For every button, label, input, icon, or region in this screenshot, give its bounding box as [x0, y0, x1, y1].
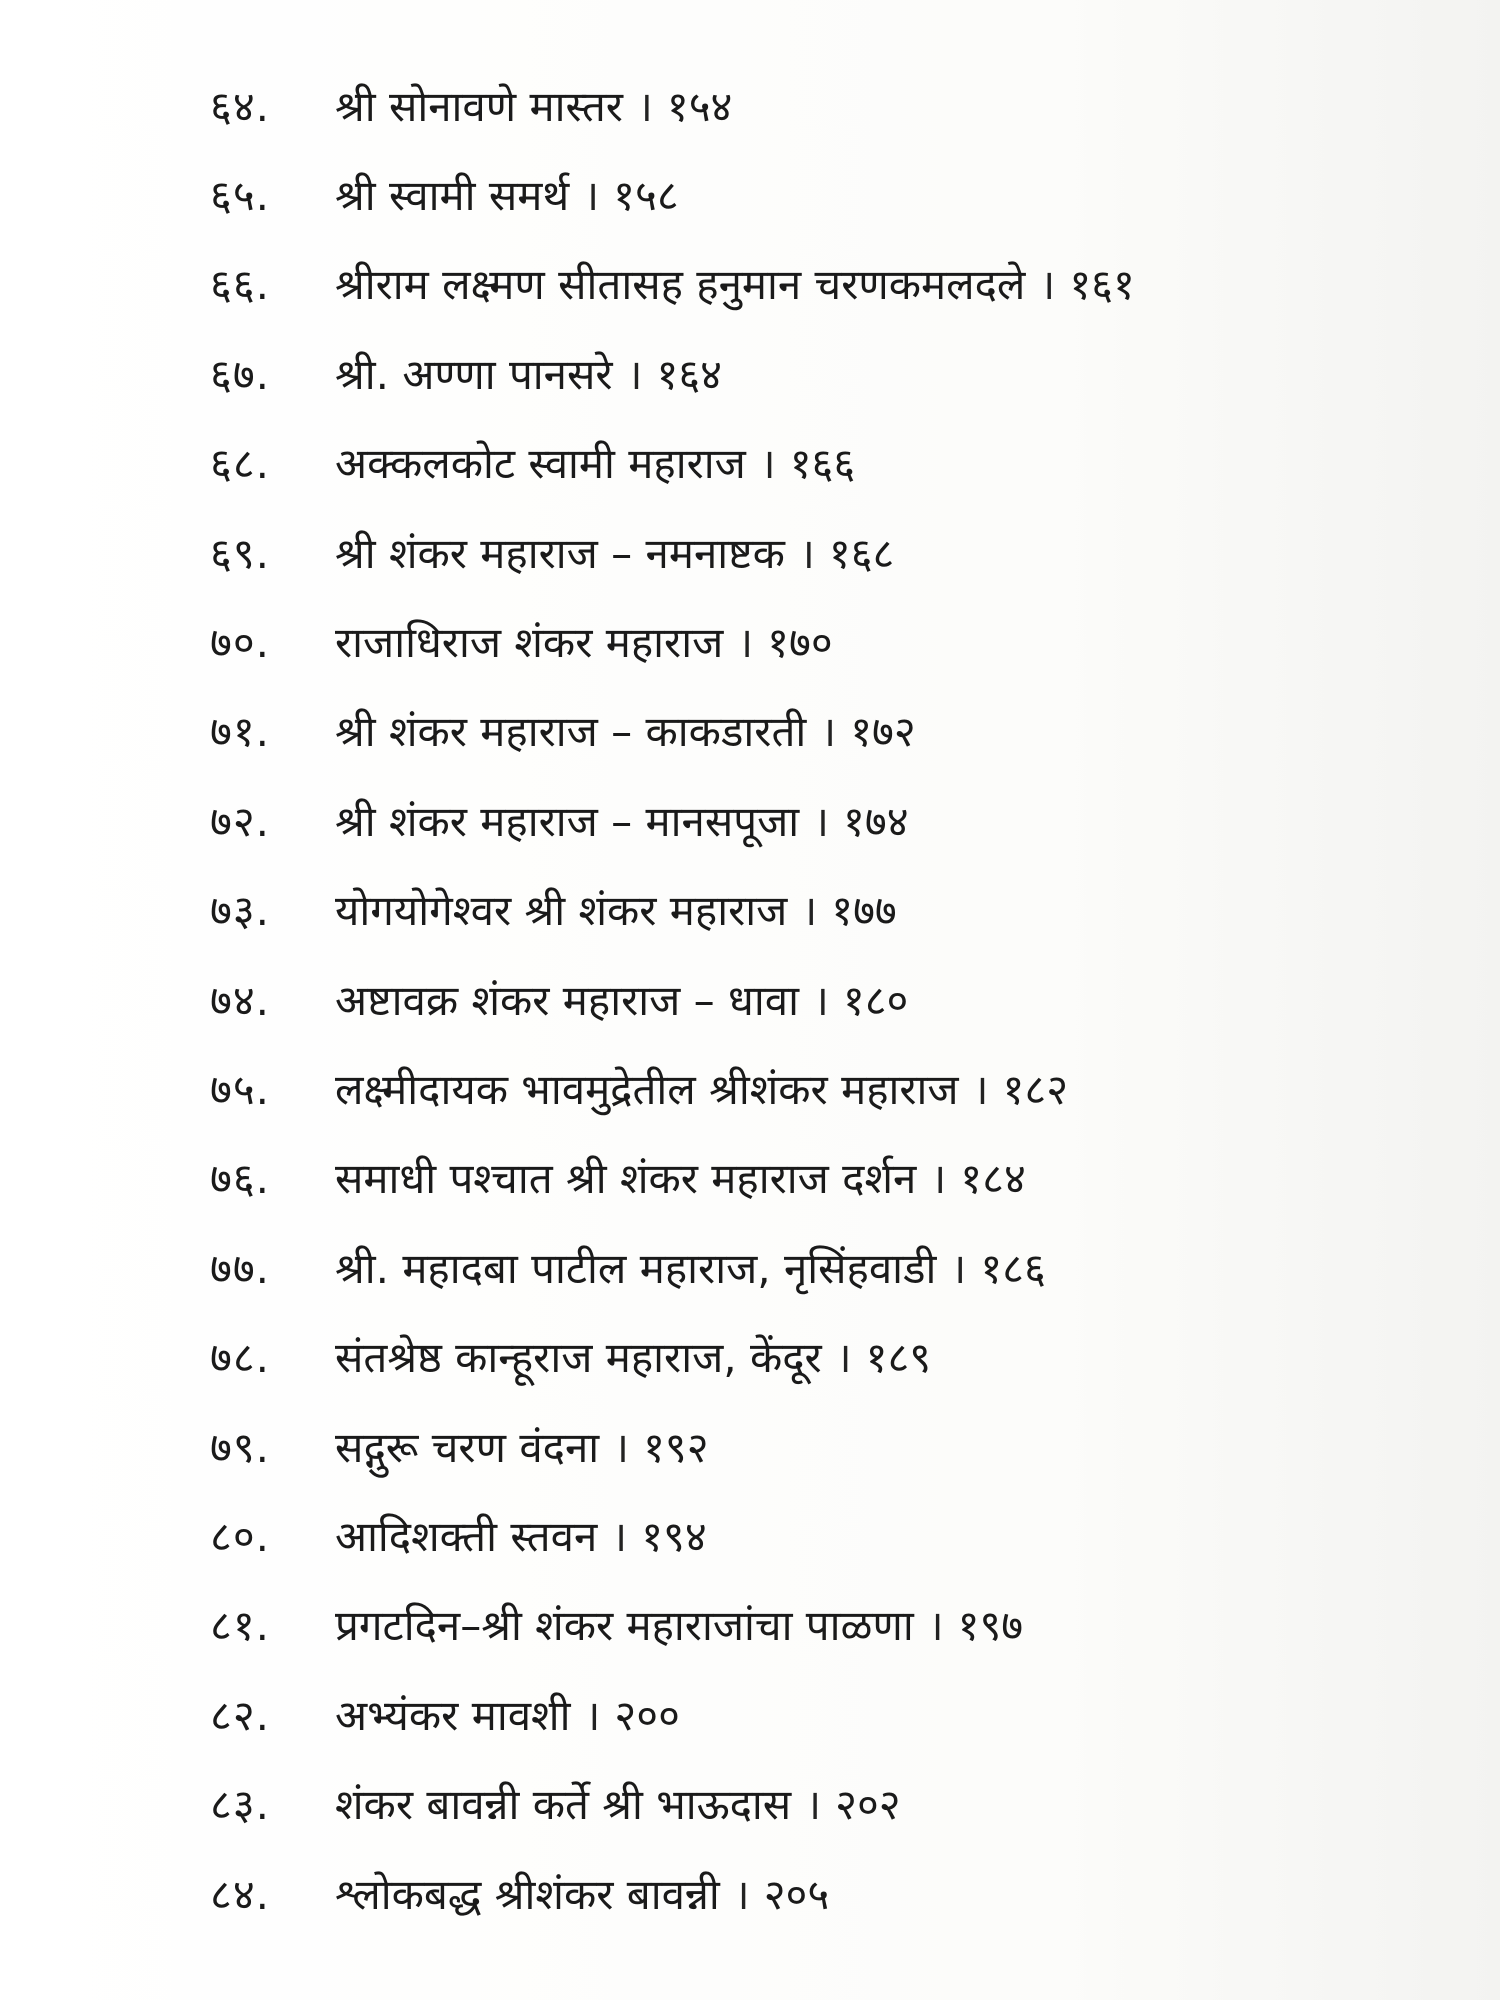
toc-entry	[0, 420, 1500, 509]
entry-number: ७५.	[210, 1064, 271, 1114]
entry-separator: ।	[812, 975, 829, 1025]
entry-separator: ।	[611, 1511, 628, 1561]
entry-body	[335, 886, 897, 936]
entry-body	[335, 81, 733, 131]
entry-title: अक्कलकोट स्वामी महाराज	[335, 439, 746, 489]
entry-title: लक्ष्मीदायक भावमुद्रेतील श्रीशंकर महाराज	[335, 1064, 959, 1114]
entry-body	[335, 1869, 830, 1919]
entry-page-number: १५८	[613, 171, 679, 221]
entry-number: ६९.	[210, 528, 271, 578]
entry-title: श्री शंकर महाराज – मानसपूजा	[335, 796, 800, 846]
entry-page-number: १९२	[643, 1422, 709, 1472]
toc-entry	[0, 62, 1500, 151]
toc-entry	[0, 509, 1500, 598]
entry-number: ६७.	[210, 349, 271, 399]
entry-title: संतश्रेष्ठ कान्हूराज महाराज, केंदूर	[335, 1333, 822, 1383]
entry-page-number: २००	[614, 1690, 680, 1740]
entry-separator: ।	[927, 1601, 944, 1651]
entry-separator: ।	[1039, 260, 1056, 310]
entry-title: समाधी पश्चात श्री शंकर महाराज दर्शन	[335, 1154, 917, 1204]
toc-entry	[0, 956, 1500, 1045]
entry-page-number: १७०	[767, 618, 833, 668]
toc-entry	[0, 330, 1500, 419]
entry-title: आदिशक्ती स्तवन	[335, 1511, 598, 1561]
entry-number: ७८.	[210, 1333, 271, 1383]
entry-title: श्री शंकर महाराज – काकडारती	[335, 707, 807, 757]
entry-page-number: १८९	[865, 1333, 932, 1383]
entry-title: शंकर बावन्नी कर्ते श्री भाऊदास	[335, 1780, 792, 1830]
toc-entry	[0, 777, 1500, 866]
entry-page-number: १६८	[828, 528, 895, 578]
entry-body	[335, 528, 895, 578]
entry-number: ६८.	[210, 439, 271, 489]
entry-page-number: २०२	[835, 1780, 901, 1830]
toc-entry	[0, 1224, 1500, 1313]
entry-body	[335, 1422, 709, 1472]
entry-body	[335, 439, 856, 489]
entry-title: योगयोगेश्वर श्री शंकर महाराज	[335, 886, 788, 936]
entry-separator: ।	[930, 1154, 947, 1204]
toc-entry	[0, 151, 1500, 240]
entry-title: श्लोकबद्ध श्रीशंकर बावन्नी	[335, 1869, 720, 1919]
entry-body	[335, 260, 1135, 310]
entry-separator: ।	[733, 1869, 750, 1919]
toc-entry	[0, 1135, 1500, 1224]
entry-separator: ।	[737, 618, 754, 668]
toc-entry	[0, 867, 1500, 956]
toc-entry	[0, 1045, 1500, 1134]
entry-page-number: २०५	[763, 1869, 830, 1919]
entry-page-number: १८०	[842, 975, 909, 1025]
entry-title: प्रगटदिन–श्री शंकर महाराजांचा पाळणा	[335, 1601, 914, 1651]
toc-entry	[0, 1582, 1500, 1671]
entry-title: श्री शंकर महाराज – नमनाष्टक	[335, 528, 785, 578]
entry-number: ६५.	[210, 171, 271, 221]
entry-page-number: १७४	[843, 796, 909, 846]
entry-number: ६६.	[210, 260, 271, 310]
entry-body	[335, 1333, 932, 1383]
entry-separator: ।	[801, 886, 818, 936]
entry-title: अभ्यंकर मावशी	[335, 1690, 571, 1740]
entry-body	[335, 707, 916, 757]
entry-body	[335, 1154, 1026, 1204]
entry-number: ७७.	[210, 1243, 271, 1293]
toc-entry	[0, 598, 1500, 687]
entry-separator: ।	[759, 439, 776, 489]
entry-title: सद्गुरू चरण वंदना	[335, 1422, 600, 1472]
entry-number: ८१.	[210, 1601, 271, 1651]
entry-number: ८३.	[210, 1780, 271, 1830]
entry-title: श्री सोनावणे मास्तर	[335, 81, 623, 131]
entry-separator: ।	[583, 171, 600, 221]
entry-page-number: १८६	[980, 1243, 1046, 1293]
entry-page-number: १६१	[1069, 260, 1135, 310]
toc-entry	[0, 1492, 1500, 1581]
table-of-contents	[0, 62, 1500, 1939]
entry-separator: ।	[950, 1243, 967, 1293]
toc-entry	[0, 1313, 1500, 1402]
entry-body	[335, 1243, 1046, 1293]
entry-separator: ।	[584, 1690, 601, 1740]
entry-body	[335, 975, 909, 1025]
entry-number: ६४.	[210, 81, 271, 131]
entry-body	[335, 349, 723, 399]
entry-title: श्री स्वामी समर्थ	[335, 171, 570, 221]
entry-body	[335, 1511, 707, 1561]
entry-page-number: १६६	[789, 439, 856, 489]
entry-body	[335, 618, 833, 668]
toc-entry	[0, 1671, 1500, 1760]
entry-body	[335, 796, 909, 846]
entry-title: श्री. महादबा पाटील महाराज, नृसिंहवाडी	[335, 1243, 937, 1293]
entry-number: ७३.	[210, 886, 271, 936]
entry-separator: ।	[626, 349, 643, 399]
entry-number: ७२.	[210, 796, 271, 846]
toc-entry	[0, 688, 1500, 777]
entry-separator: ।	[613, 1422, 630, 1472]
entry-title: श्रीराम लक्ष्मण सीतासह हनुमान चरणकमलदले	[335, 260, 1026, 310]
entry-page-number: १७२	[850, 707, 916, 757]
toc-entry	[0, 1850, 1500, 1939]
entry-number: ७६.	[210, 1154, 271, 1204]
entry-separator: ।	[798, 528, 815, 578]
entry-body	[335, 171, 679, 221]
entry-title: अष्टावक्र शंकर महाराज – धावा	[335, 975, 799, 1025]
entry-separator: ।	[972, 1064, 989, 1114]
entry-number: ७४.	[210, 975, 271, 1025]
entry-body	[335, 1690, 680, 1740]
entry-separator: ।	[820, 707, 837, 757]
entry-page-number: १६४	[656, 349, 723, 399]
entry-number: ८२.	[210, 1690, 271, 1740]
entry-number: ७१.	[210, 707, 271, 757]
entry-separator: ।	[805, 1780, 822, 1830]
toc-entry	[0, 1760, 1500, 1849]
entry-page-number: १७७	[831, 886, 897, 936]
entry-number: ७०.	[210, 618, 271, 668]
entry-number: ८०.	[210, 1511, 271, 1561]
entry-body	[335, 1780, 901, 1830]
entry-title: राजाधिराज शंकर महाराज	[335, 618, 724, 668]
entry-separator: ।	[636, 81, 653, 131]
entry-body	[335, 1064, 1069, 1114]
toc-entry	[0, 1403, 1500, 1492]
entry-page-number: १५४	[666, 81, 733, 131]
entry-number: ८४.	[210, 1869, 271, 1919]
entry-page-number: १८२	[1002, 1064, 1069, 1114]
entry-page-number: १९७	[957, 1601, 1024, 1651]
entry-page-number: १९४	[641, 1511, 707, 1561]
entry-body	[335, 1601, 1024, 1651]
entry-title: श्री. अण्णा पानसरे	[335, 349, 613, 399]
toc-entry	[0, 241, 1500, 330]
entry-number: ७९.	[210, 1422, 271, 1472]
entry-page-number: १८४	[960, 1154, 1026, 1204]
entry-separator: ।	[835, 1333, 852, 1383]
entry-separator: ।	[813, 796, 830, 846]
